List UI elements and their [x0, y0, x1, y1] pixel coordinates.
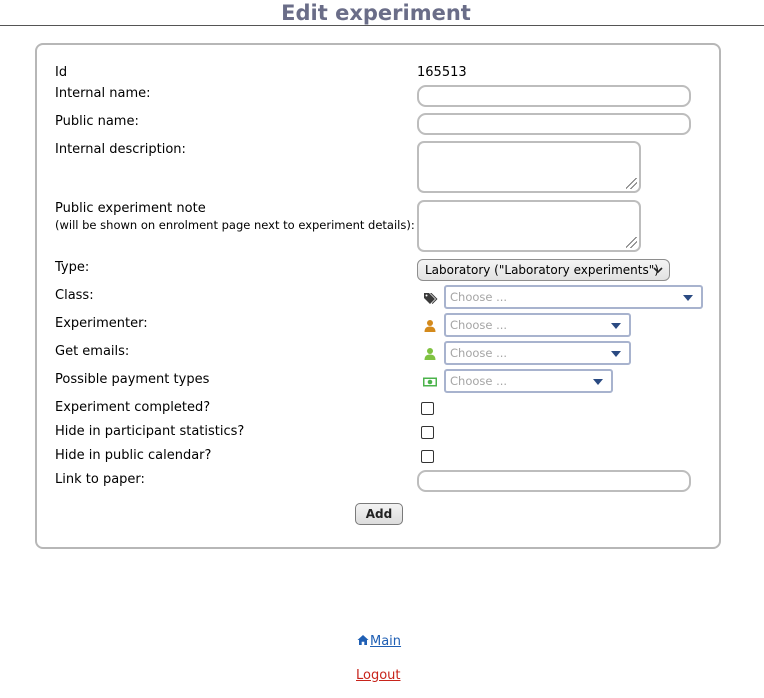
- class-placeholder: Choose ...: [450, 290, 508, 304]
- class-chosen-select[interactable]: [444, 285, 703, 309]
- internal-description-label: Internal description:: [55, 142, 186, 157]
- main-link-label: Main: [370, 634, 402, 649]
- public-note-textarea[interactable]: [417, 200, 641, 252]
- get-emails-placeholder: Choose ...: [450, 346, 508, 360]
- experimenter-placeholder: Choose ...: [450, 318, 508, 332]
- experiment-completed-checkbox[interactable]: [421, 402, 434, 415]
- internal-name-label: Internal name:: [55, 86, 151, 101]
- resize-grip-icon[interactable]: [626, 178, 637, 189]
- link-to-paper-label: Link to paper:: [55, 472, 145, 487]
- type-label: Type:: [55, 260, 90, 275]
- page-title: Edit experiment: [281, 1, 471, 25]
- link-to-paper-input[interactable]: [417, 470, 691, 492]
- add-button[interactable]: Add: [355, 503, 403, 525]
- type-select[interactable]: [417, 259, 670, 281]
- public-note-label-text: Public experiment note: [55, 201, 206, 216]
- payment-types-placeholder: Choose ...: [450, 374, 508, 388]
- dropdown-arrow-icon: [611, 323, 621, 329]
- chevron-down-icon: [653, 261, 663, 286]
- internal-description-textarea[interactable]: [417, 141, 641, 193]
- user-icon: [423, 319, 437, 333]
- class-label: Class:: [55, 288, 94, 303]
- experiment-completed-label: Experiment completed?: [55, 400, 211, 415]
- hide-stats-label: Hide in participant statistics?: [55, 424, 245, 439]
- id-value: 165513: [417, 65, 467, 80]
- payment-types-label: Possible payment types: [55, 372, 210, 387]
- public-name-label: Public name:: [55, 114, 139, 129]
- get-emails-label: Get emails:: [55, 344, 130, 359]
- hide-calendar-label: Hide in public calendar?: [55, 448, 212, 463]
- type-select-value: Laboratory ("Laboratory experiments"): [425, 263, 659, 277]
- hide-calendar-checkbox[interactable]: [421, 450, 434, 463]
- user-icon: [423, 347, 437, 361]
- dropdown-arrow-icon: [593, 379, 603, 385]
- experimenter-chosen-select[interactable]: [444, 313, 631, 337]
- id-label: Id: [55, 65, 68, 80]
- public-name-input[interactable]: [417, 113, 691, 135]
- experimenter-label: Experimenter:: [55, 316, 148, 331]
- get-emails-chosen-select[interactable]: [444, 341, 631, 365]
- dropdown-arrow-icon: [611, 351, 621, 357]
- payment-types-chosen-select[interactable]: [444, 369, 613, 393]
- home-icon: [357, 634, 369, 646]
- public-note-label: [55, 201, 415, 233]
- logout-link[interactable]: Logout: [356, 668, 401, 683]
- dropdown-arrow-icon: [683, 295, 693, 301]
- resize-grip-icon[interactable]: [626, 237, 637, 248]
- public-note-sublabel: (will be shown on enrolment page next to experiment details):: [55, 218, 415, 232]
- main-link[interactable]: [357, 634, 401, 649]
- tags-icon: [423, 291, 437, 305]
- hide-stats-checkbox[interactable]: [421, 426, 434, 439]
- money-icon: [422, 375, 438, 389]
- internal-name-input[interactable]: [417, 85, 691, 107]
